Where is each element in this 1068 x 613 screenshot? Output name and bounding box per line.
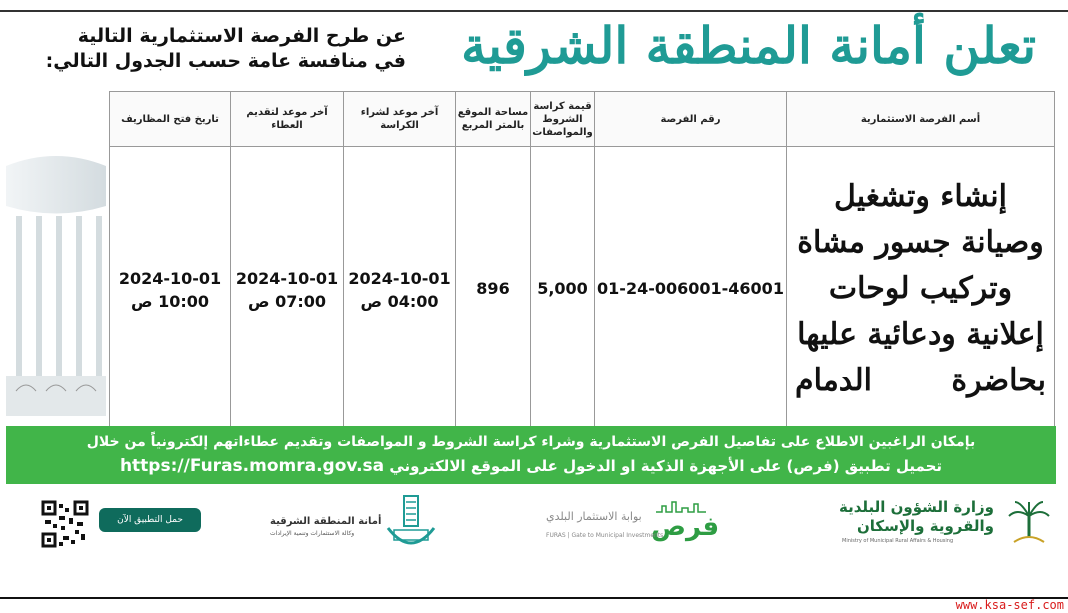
opportunity-number-value: 01-24-006001-46001: [597, 279, 784, 298]
notice-band: [6, 426, 1056, 484]
furas-en: FURAS | Gate to Municipal Investments: [546, 532, 664, 539]
main-title: تعلن أمانة المنطقة الشرقية: [461, 16, 1036, 75]
sub-title: [26, 24, 406, 74]
header-booklet-deadline: آخر موعد لشراء الكراسة: [344, 92, 456, 147]
ministry-line2: والقروية والإسكان: [856, 517, 994, 535]
download-app-button[interactable]: حمل التطبيق الآن: [99, 508, 201, 532]
booklet-deadline-time: 04:00 ص: [360, 292, 439, 311]
opening-date-cell: [110, 147, 231, 431]
amana-name: أمانة المنطقة الشرقية: [270, 516, 382, 527]
booklet-deadline-date: 2024-10-01: [348, 269, 451, 288]
furas-logo: فرص: [651, 512, 720, 542]
furas-skyline-icon: [656, 500, 712, 514]
opportunity-table: [109, 91, 1055, 431]
notice-line2-text: تحميل تطبيق (فرص) على الأجهزة الذكية او الدخول على الموقع الالكتروني: [389, 457, 943, 475]
advertisement: [6, 16, 1056, 576]
qr-code-icon: [41, 500, 89, 548]
booklet-deadline: [344, 147, 456, 431]
amana-logo-icon: [384, 494, 438, 552]
header-opportunity-number: رقم الفرصة: [595, 92, 787, 147]
table-header-row: [110, 92, 1055, 147]
opening-date: 2024-10-01: [118, 269, 222, 288]
ad-header: [6, 16, 1056, 96]
header-booklet-price: قيمة كراسة الشروط والمواصفات: [531, 92, 595, 147]
sub-title-line1: عن طرح الفرصة الاستثمارية التالية: [77, 25, 406, 47]
top-rule: [0, 10, 1068, 12]
bid-deadline-date: 2024-10-01: [235, 269, 339, 288]
table-row: [110, 147, 1055, 431]
water-tower-illustration: [6, 146, 106, 416]
sub-title-line2: في منافسة عامة حسب الجدول التالي:: [45, 50, 406, 72]
opportunity-number: [595, 147, 787, 431]
header-site-area: مساحة الموقع بالمتر المربع: [456, 92, 531, 147]
header-bid-deadline: آخر موعد لتقديم العطاء: [231, 92, 344, 147]
bid-deadline-time: 07:00 ص: [247, 292, 327, 311]
site-area: [456, 147, 531, 431]
bottom-rule: [0, 597, 1068, 599]
site-watermark: www.ksa-sef.com: [955, 598, 1064, 612]
header-opportunity-name: أسم الفرصة الاستثمارية: [787, 92, 1055, 147]
bid-deadline: [231, 147, 344, 431]
ministry-name: [839, 498, 994, 536]
footer-logos: [6, 490, 1056, 556]
ministry-line1: وزارة الشؤون البلدية: [838, 498, 994, 516]
header-opening-date: تاريخ فتح المظاريف: [110, 92, 231, 147]
notice-line1: بإمكان الراغبين الاطلاع على تفاصيل الفرص الاستثمارية وشراء كراسة الشروط و المواصفات وتقديم عطاءاتهم إلكترونياً من خلال: [86, 434, 976, 450]
furas-portal-name: بوابة الاستثمار البلدي: [546, 510, 642, 523]
furas-url-link[interactable]: https://Furas.momra.gov.sa: [119, 456, 385, 476]
amana-sub: وكالة الاستثمارات وتنمية الإيرادات: [270, 530, 355, 537]
ministry-palm-logo-icon: [1006, 498, 1052, 544]
site-area-value: 896: [476, 279, 510, 298]
booklet-price: [531, 147, 595, 431]
opportunity-name: إنشاء وتشغيل وصيانة جسور مشاة وتركيب لوحات إعلانية ودعائية عليها بحاضرة الدمام: [787, 147, 1055, 431]
ministry-en: Ministry of Municipal Rural Affairs & Housing: [842, 538, 954, 544]
opening-time: 10:00 ص: [130, 292, 210, 311]
booklet-price-value: 5,000: [537, 279, 588, 298]
notice-line2: [6, 454, 1056, 478]
